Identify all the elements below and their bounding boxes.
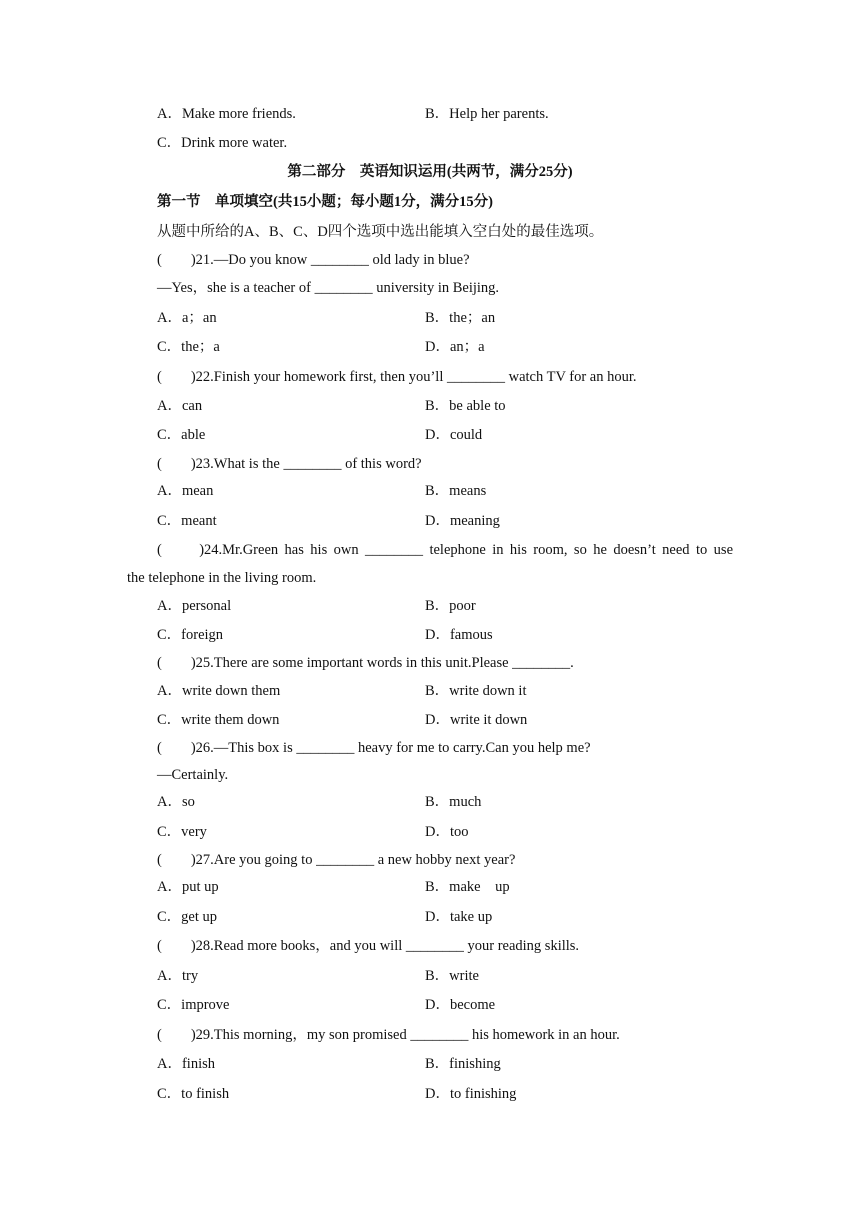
option-c: C．improve — [157, 997, 230, 1013]
part2-heading: 第二部分 英语知识运用(共两节，满分25分) — [287, 164, 573, 180]
option-b: B．means — [425, 483, 487, 499]
option-b: B．make up — [425, 879, 510, 895]
option-a: A．finish — [157, 1056, 215, 1072]
option-d: D．take up — [425, 909, 493, 925]
option-a: A．personal — [157, 598, 232, 614]
option-c: C．foreign — [157, 627, 224, 643]
question-stem: ( )27.Are you going to ________ a new hobby next year? — [157, 852, 516, 868]
option-a: A．mean — [157, 483, 214, 499]
option-c: C．the；a — [157, 339, 220, 355]
question-stem: ( )22.Finish your homework first, then you’ll ________ watch TV for an hour. — [157, 369, 637, 385]
question-stem: ( )29.This morning，my son promised ________ his homework in an hour. — [157, 1027, 620, 1043]
option-c: C．get up — [157, 909, 218, 925]
option-b: B．finishing — [425, 1056, 501, 1072]
option-d: D．an；a — [425, 339, 485, 355]
question-stem: ( )21.—Do you know ________ old lady in blue? — [157, 252, 470, 268]
option-c: C．meant — [157, 513, 217, 529]
option-d: D．could — [425, 427, 483, 443]
option-a: A．put up — [157, 879, 219, 895]
option-a: A．can — [157, 398, 203, 414]
option-c: C．to finish — [157, 1086, 230, 1102]
instruction: 从题中所给的A、B、C、D四个选项中选出能填入空白处的最佳选项。 — [157, 224, 604, 240]
question-stem: ( )28.Read more books，and you will ________ your reading skills. — [157, 938, 580, 954]
question-stem: ( )23.What is the ________ of this word? — [157, 456, 422, 472]
question-stem: ( )26.—This box is ________ heavy for me to carry.Can you help me? — [157, 740, 591, 756]
option-b: B．be able to — [425, 398, 506, 414]
option-c: C．write them down — [157, 712, 280, 728]
option-d: D．famous — [425, 627, 493, 643]
option-a: A．so — [157, 794, 195, 810]
question-stem-extra: —Yes，she is a teacher of ________ university in Beijing. — [157, 280, 500, 296]
option-c-prev: C．Drink more water. — [157, 135, 288, 151]
option-d: D．meaning — [425, 513, 500, 529]
option-c: C．able — [157, 427, 206, 443]
option-b: B．write down it — [425, 683, 527, 699]
question-stem-extra: the telephone in the living room. — [127, 570, 317, 586]
option-d: D．become — [425, 997, 496, 1013]
option-a-prev: A．Make more friends. — [157, 106, 296, 122]
question-stem: ( )25.There are some important words in this unit.Please ________. — [157, 655, 574, 671]
option-b: B．the；an — [425, 310, 496, 326]
option-a: A．try — [157, 968, 199, 984]
option-a: A．write down them — [157, 683, 281, 699]
question-stem-extra: —Certainly. — [157, 767, 229, 783]
option-a: A．a；an — [157, 310, 217, 326]
option-d: D．write it down — [425, 712, 528, 728]
option-b: B．much — [425, 794, 482, 810]
option-d: D．too — [425, 824, 469, 840]
option-c: C．very — [157, 824, 207, 840]
option-b: B．poor — [425, 598, 476, 614]
section1-heading: 第一节 单项填空(共15小题；每小题1分，满分15分) — [157, 194, 493, 210]
option-b: B．write — [425, 968, 479, 984]
question-stem: ( )24.Mr.Green has his own ________ telephone in his room, so he doesn’t need to use — [157, 542, 733, 558]
option-d: D．to finishing — [425, 1086, 517, 1102]
option-b-prev: B．Help her parents. — [425, 106, 549, 122]
